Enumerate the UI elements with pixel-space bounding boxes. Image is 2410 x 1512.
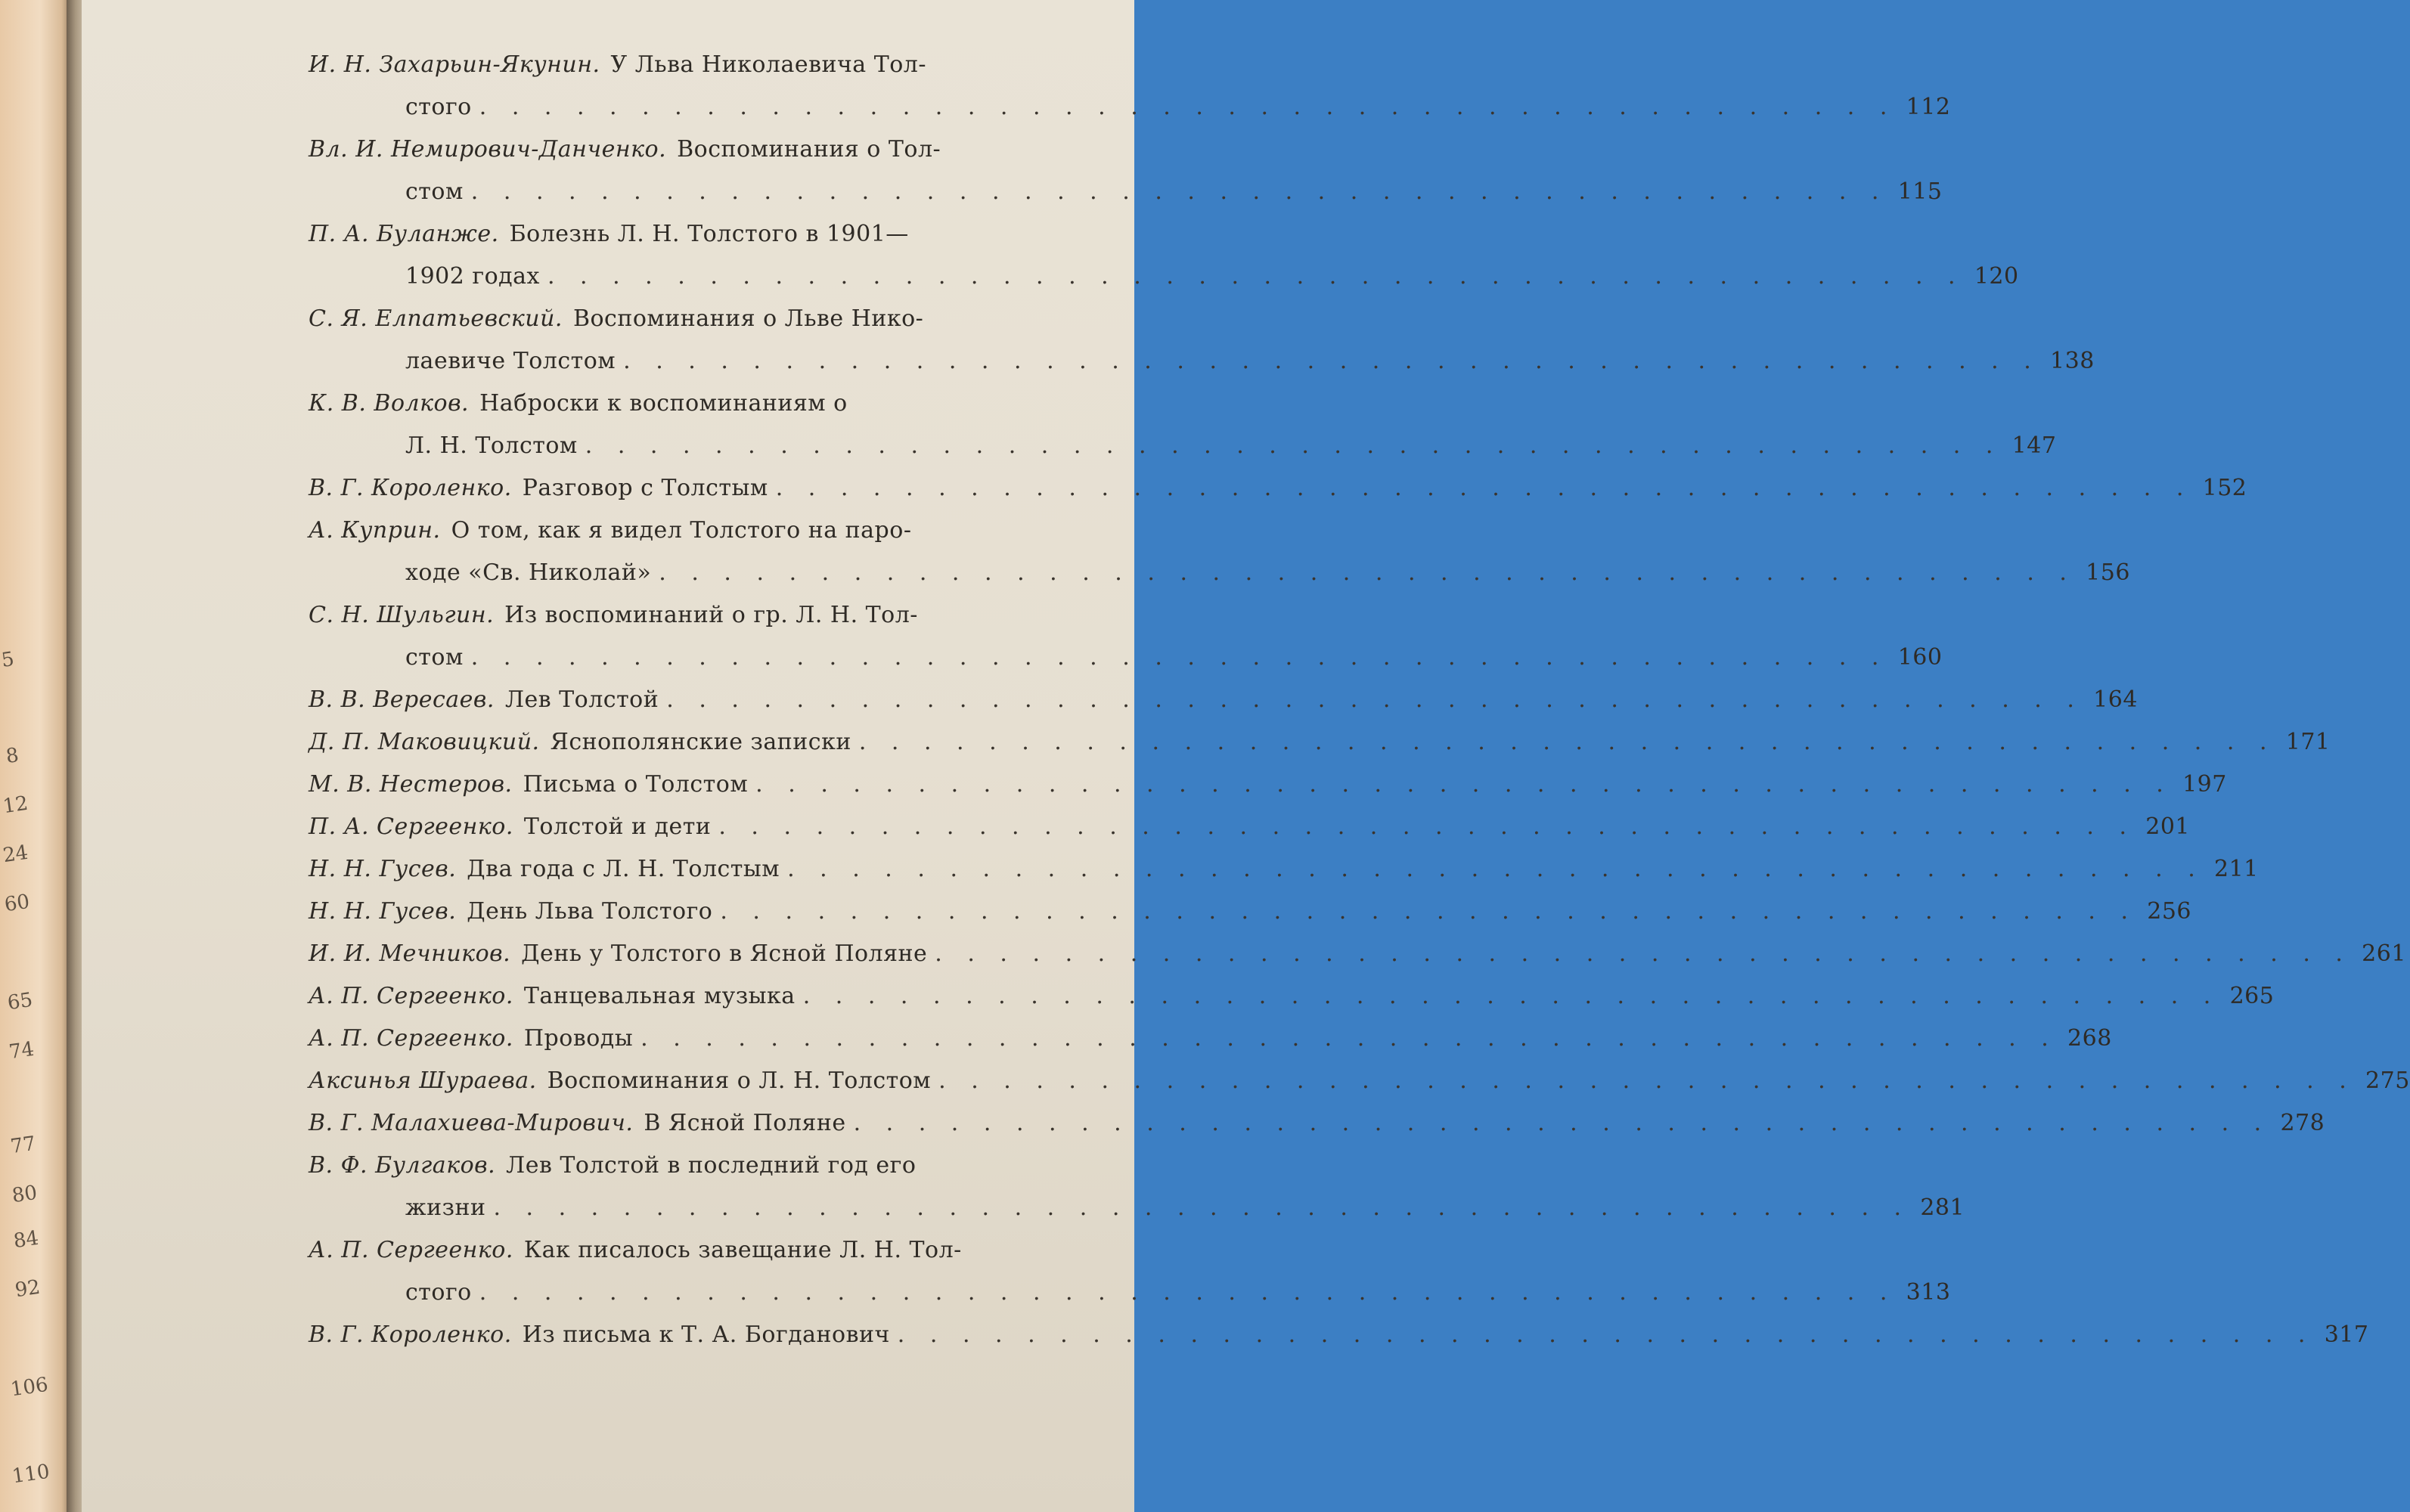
book-page	[82, 0, 2410, 1512]
toc-author: А. П. Сергеенко.	[309, 983, 513, 1009]
toc-title-continuation: стом	[405, 178, 464, 205]
left-page-number: 92	[14, 1275, 42, 1303]
toc-author: В. Г. Короленко.	[309, 1321, 512, 1348]
toc-page-number: 268	[2067, 1025, 2112, 1052]
toc-page-number: 265	[2229, 983, 2275, 1009]
toc-entry	[309, 594, 1943, 679]
toc-author: И. И. Мечников.	[309, 940, 511, 967]
toc-leader-dots: . . . . . . . . . . . . . . . . . . . . . . . . . . . . . . . . . . . . . . . . . . . .	[720, 898, 2138, 925]
toc-page-number: 275	[2365, 1067, 2410, 1094]
toc-entry	[309, 467, 2247, 510]
toc-entry	[309, 891, 2192, 933]
toc-page-number: 197	[2182, 771, 2227, 798]
toc-page-number: 261	[2362, 940, 2406, 967]
toc-page-number: 138	[2050, 348, 2095, 374]
toc-title: Проводы	[523, 1025, 634, 1052]
left-page-number: 65	[6, 988, 35, 1015]
left-page-edge	[0, 0, 73, 1512]
toc-leader-dots: . . . . . . . . . . . . . . . . . . . . . . . . . . . . . . . . . . . . . . . . . . . .	[585, 432, 2002, 459]
left-page-number: 24	[2, 841, 30, 868]
toc-title: Два года с Л. Н. Толстым	[467, 856, 780, 882]
toc-page-number: 201	[2145, 813, 2191, 840]
toc-entry	[309, 721, 2331, 764]
toc-author: Аксинья Шураева.	[309, 1067, 537, 1094]
toc-leader-dots: . . . . . . . . . . . . . . . . . . . . . . . . . . . . . . . . . . . . . . . . . . . .	[938, 1067, 2356, 1094]
toc-title: Толстой и дети	[523, 813, 712, 840]
toc-author: Н. Н. Гусев.	[309, 898, 457, 925]
toc-title: Танцевальная музыка	[523, 983, 796, 1009]
toc-page-number: 115	[1897, 178, 1943, 205]
left-page-number: 8	[4, 743, 20, 769]
toc-author: М. В. Нестеров.	[309, 771, 513, 798]
toc-page-number: 317	[2324, 1321, 2369, 1348]
left-page-number: 106	[9, 1373, 50, 1402]
toc-leader-dots: . . . . . . . . . . . . . . . . . . . . . . . . . . . . . . . . . . . . . . . . . . . .	[897, 1321, 2315, 1348]
toc-entry	[309, 510, 2130, 594]
toc-title-continuation: лаевиче Толстом	[405, 348, 616, 374]
toc-page-number: 278	[2280, 1110, 2325, 1136]
toc-author: К. В. Волков.	[309, 390, 470, 417]
toc-entry	[309, 383, 2057, 467]
toc-leader-dots: . . . . . . . . . . . . . . . . . . . . . . . . . . . . . . . . . . . . . . . . . . . .	[547, 263, 1965, 290]
toc-title: Воспоминания о Л. Н. Толстом	[547, 1067, 932, 1094]
toc-leader-dots: . . . . . . . . . . . . . . . . . . . . . . . . . . . . . . . . . . . . . . . . . . . .	[666, 686, 2083, 713]
left-page-number: 77	[9, 1132, 38, 1159]
toc-title: Наброски к воспоминаниям о	[479, 390, 848, 417]
toc-title: Воспоминания о Льве Нико-	[572, 305, 924, 332]
toc-title-continuation: стого	[405, 1279, 472, 1306]
toc-page-number: 171	[2285, 729, 2331, 755]
toc-entry	[309, 679, 2138, 721]
toc-page-number: 256	[2147, 898, 2192, 925]
toc-title: Разговор с Толстым	[522, 475, 768, 501]
toc-author: П. А. Буланже.	[309, 221, 499, 247]
toc-leader-dots: . . . . . . . . . . . . . . . . . . . . . . . . . . . . . . . . . . . . . . . . . . . .	[640, 1025, 2058, 1052]
toc-title-continuation: стом	[405, 644, 464, 671]
toc-entry	[309, 933, 2406, 975]
toc-leader-dots: . . . . . . . . . . . . . . . . . . . . . . . . . . . . . . . . . . . . . . . . . . . .	[470, 178, 1888, 205]
toc-leader-dots: . . . . . . . . . . . . . . . . . . . . . . . . . . . . . . . . . . . . . . . . . . . .	[775, 475, 2193, 501]
toc-author: Д. П. Маковицкий.	[309, 729, 540, 755]
left-page-number: 80	[11, 1181, 39, 1208]
toc-title-continuation: 1902 годах	[405, 263, 540, 290]
toc-author: В. В. Вересаев.	[309, 686, 495, 713]
toc-title: Из письма к Т. А. Богданович	[522, 1321, 890, 1348]
toc-author: С. Я. Елпатьевский.	[309, 305, 563, 332]
toc-leader-dots: . . . . . . . . . . . . . . . . . . . . . . . . . . . . . . . . . . . . . . . . . . . .	[802, 983, 2220, 1009]
toc-entry	[309, 1145, 1965, 1229]
toc-entry	[309, 1018, 2112, 1060]
toc-entry	[309, 806, 2191, 848]
toc-author: В. Ф. Булгаков.	[309, 1152, 496, 1179]
toc-page-number: 120	[1974, 263, 2019, 290]
toc-leader-dots: . . . . . . . . . . . . . . . . . . . . . . . . . . . . . . . . . . . . . . . . . . . .	[659, 559, 2076, 586]
toc-author: Н. Н. Гусев.	[309, 856, 457, 882]
toc-leader-dots: . . . . . . . . . . . . . . . . . . . . . . . . . . . . . . . . . . . . . . . . . . . .	[470, 644, 1888, 671]
toc-page-number: 281	[1920, 1194, 1965, 1221]
toc-title: День у Толстого в Ясной Поляне	[521, 940, 928, 967]
toc-entry	[309, 848, 2259, 891]
toc-author: А. Куприн.	[309, 517, 441, 544]
toc-leader-dots: . . . . . . . . . . . . . . . . . . . . . . . . . . . . . . . . . . . . . . . . . . . .	[935, 940, 2352, 967]
left-page-number: 60	[3, 890, 32, 917]
toc-title: В Ясной Поляне	[644, 1110, 846, 1136]
toc-entry	[309, 1229, 1951, 1314]
toc-author: А. П. Сергеенко.	[309, 1237, 513, 1263]
toc-title: Письма о Толстом	[523, 771, 749, 798]
left-page-number: 110	[11, 1460, 51, 1489]
toc-leader-dots: . . . . . . . . . . . . . . . . . . . . . . . . . . . . . . . . . . . . . . . . . . . .	[853, 1110, 2271, 1136]
toc-entry	[309, 975, 2275, 1018]
toc-leader-dots: . . . . . . . . . . . . . . . . . . . . . . . . . . . . . . . . . . . . . . . . . . . .	[493, 1194, 1911, 1221]
toc-entry	[309, 44, 1951, 129]
toc-title: Болезнь Л. Н. Толстого в 1901—	[509, 221, 909, 247]
toc-title: Яснополянские записки	[550, 729, 851, 755]
toc-title-continuation: Л. Н. Толстом	[405, 432, 578, 459]
toc-title: Лев Толстой в последний год его	[506, 1152, 917, 1179]
toc-page-number: 156	[2086, 559, 2130, 586]
toc-page-number: 112	[1906, 94, 1951, 120]
toc-leader-dots: . . . . . . . . . . . . . . . . . . . . . . . . . . . . . . . . . . . . . . . . . . . .	[718, 813, 2136, 840]
toc-entry	[309, 129, 1943, 213]
toc-page-number: 160	[1897, 644, 1943, 671]
left-page-number: 84	[12, 1226, 41, 1253]
toc-title: Лев Толстой	[504, 686, 659, 713]
toc-title: Воспоминания о Тол-	[677, 136, 941, 163]
toc-author: П. А. Сергеенко.	[309, 813, 513, 840]
toc-leader-dots: . . . . . . . . . . . . . . . . . . . . . . . . . . . . . . . . . . . . . . . . . . . .	[858, 729, 2276, 755]
left-page-number: 12	[2, 792, 30, 819]
toc-entry	[309, 1060, 2410, 1102]
toc-title-continuation: стого	[405, 94, 472, 120]
toc-title: О том, как я видел Толстого на паро-	[451, 517, 912, 544]
toc-entry	[309, 298, 2095, 383]
toc-author: И. Н. Захарьин-Якунин.	[309, 51, 600, 78]
toc-entry	[309, 1102, 2325, 1145]
table-of-contents	[309, 44, 2410, 1356]
toc-author: В. Г. Короленко.	[309, 475, 512, 501]
toc-entry	[309, 764, 2227, 806]
toc-leader-dots: . . . . . . . . . . . . . . . . . . . . . . . . . . . . . . . . . . . . . . . . . . . .	[479, 1279, 1897, 1306]
toc-page-number: 164	[2093, 686, 2138, 713]
toc-entry	[309, 213, 2019, 298]
toc-author: В. Г. Малахиева-Мирович.	[309, 1110, 634, 1136]
toc-leader-dots: . . . . . . . . . . . . . . . . . . . . . . . . . . . . . . . . . . . . . . . . . . . .	[479, 94, 1897, 120]
toc-author: А. П. Сергеенко.	[309, 1025, 513, 1052]
toc-title: Из воспоминаний о гр. Л. Н. Тол-	[504, 602, 918, 628]
toc-title-continuation: ходе «Св. Николай»	[405, 559, 652, 586]
toc-title: Как писалось завещание Л. Н. Тол-	[523, 1237, 962, 1263]
toc-title-continuation: жизни	[405, 1194, 486, 1221]
toc-page-number: 211	[2213, 856, 2259, 882]
toc-leader-dots: . . . . . . . . . . . . . . . . . . . . . . . . . . . . . . . . . . . . . . . . . . . .	[787, 856, 2204, 882]
toc-author: Вл. И. Немирович-Данченко.	[309, 136, 667, 163]
toc-title: День Льва Толстого	[467, 898, 713, 925]
toc-page-number: 313	[1906, 1279, 1951, 1306]
toc-entry	[309, 1314, 2369, 1356]
left-page-number: 74	[8, 1037, 36, 1064]
toc-leader-dots: . . . . . . . . . . . . . . . . . . . . . . . . . . . . . . . . . . . . . . . . . . . .	[623, 348, 2040, 374]
toc-page-number: 152	[2202, 475, 2247, 501]
toc-author: С. Н. Шульгин.	[309, 602, 495, 628]
toc-leader-dots: . . . . . . . . . . . . . . . . . . . . . . . . . . . . . . . . . . . . . . . . . . . .	[755, 771, 2173, 798]
left-page-number: 5	[0, 647, 16, 673]
toc-title: У Льва Николаевича Тол-	[610, 51, 926, 78]
toc-page-number: 147	[2011, 432, 2057, 459]
